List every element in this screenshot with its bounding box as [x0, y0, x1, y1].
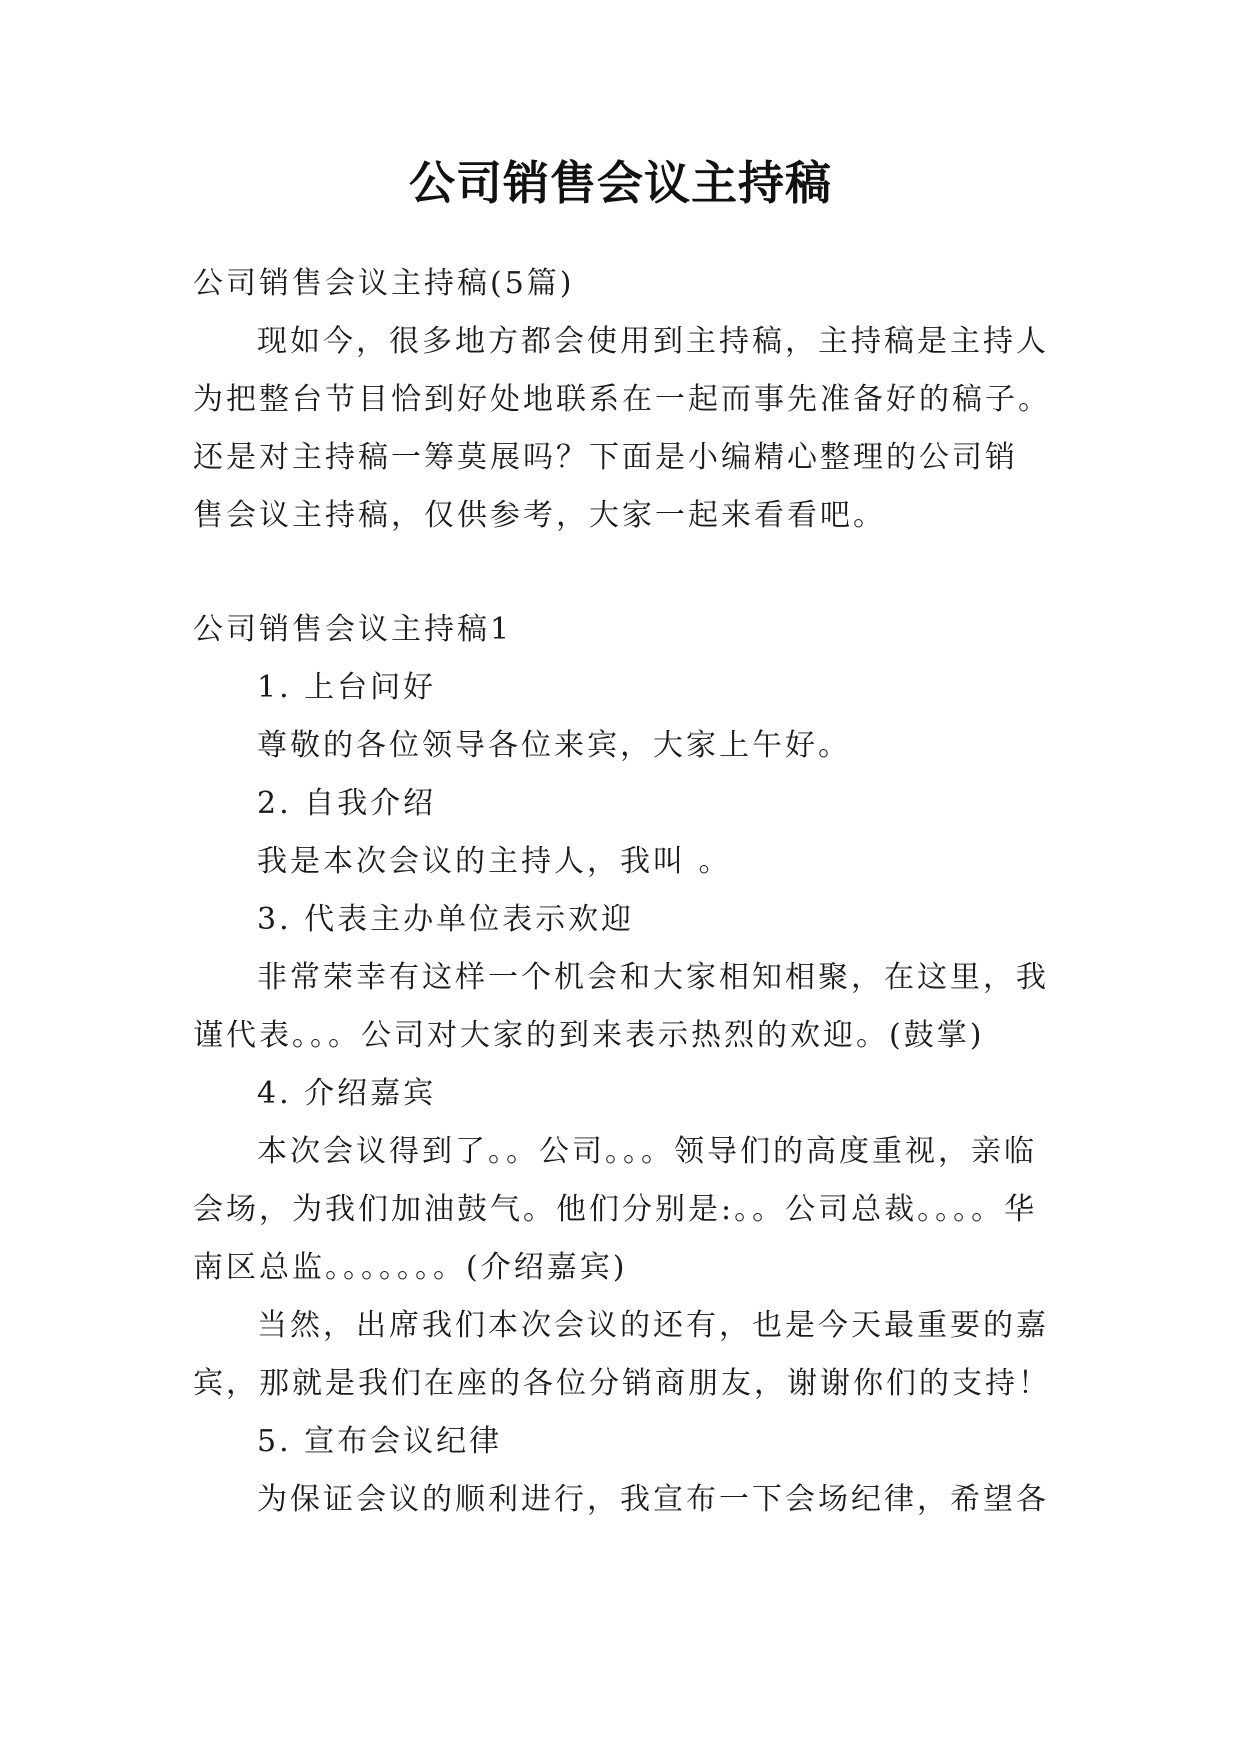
paragraph-line: 为把整台节目恰到好处地联系在一起而事先准备好的稿子。	[193, 382, 1051, 417]
paragraph-line: 为保证会议的顺利进行，我宣布一下会场纪律，希望各	[257, 1482, 1049, 1517]
paragraph-line: 还是对主持稿一筹莫展吗？下面是小编精心整理的公司销	[193, 440, 1018, 475]
list-item-heading: 2. 自我介绍	[257, 786, 437, 821]
list-item-heading: 5. 宣布会议纪律	[257, 1424, 503, 1459]
section-heading: 公司销售会议主持稿1	[193, 612, 513, 647]
paragraph-line: 现如今，很多地方都会使用到主持稿，主持稿是主持人	[257, 324, 1049, 359]
list-item-heading: 3. 代表主办单位表示欢迎	[257, 902, 635, 937]
paragraph-line: 谨代表。。。公司对大家的到来表示热烈的欢迎。(鼓掌)	[193, 1018, 985, 1053]
paragraph-line: 本次会议得到了。。公司。。。领导们的高度重视，亲临	[257, 1134, 1037, 1169]
paragraph-line: 我是本次会议的主持人，我叫 。	[257, 844, 732, 879]
paragraph-line: 当然，出席我们本次会议的还有，也是今天最重要的嘉	[257, 1308, 1049, 1343]
paragraph-line: 售会议主持稿，仅供参考，大家一起来看看吧。	[193, 498, 886, 533]
paragraph-line: 宾，那就是我们在座的各位分销商朋友，谢谢你们的支持！	[193, 1366, 1051, 1401]
list-item-heading: 1. 上台问好	[257, 670, 437, 705]
paragraph-line: 南区总监。。。。。。。(介绍嘉宾)	[193, 1250, 628, 1285]
list-item-heading: 4. 介绍嘉宾	[257, 1076, 437, 1111]
paragraph-line: 尊敬的各位领导各位来宾，大家上午好。	[257, 728, 851, 763]
document-title: 公司销售会议主持稿	[409, 156, 832, 210]
subtitle-line: 公司销售会议主持稿(5篇)	[193, 266, 575, 301]
paragraph-line: 非常荣幸有这样一个机会和大家相知相聚，在这里，我	[257, 960, 1049, 995]
paragraph-line: 会场，为我们加油鼓气。他们分别是:。。公司总裁。。。。华	[193, 1192, 1038, 1227]
